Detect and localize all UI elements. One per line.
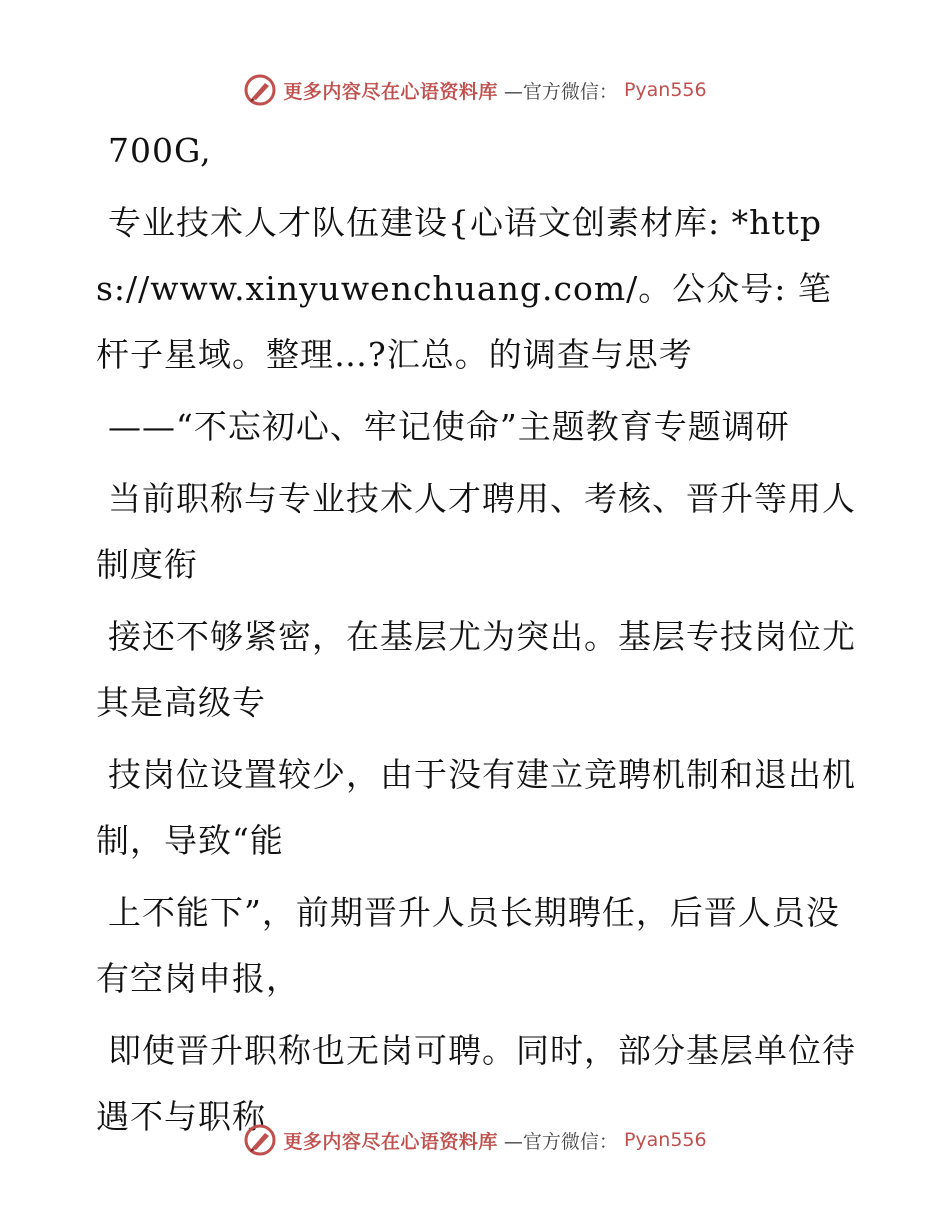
footer-watermark [0,1120,950,1160]
paragraph-8: 即使晋升职称也无岗可聘。同时，部分基层单位待遇不与职称 [96,1031,856,1136]
paragraph-6: 技岗位设置较少，由于没有建立竞聘机制和退出机制，导致“能 [96,755,856,860]
paragraph-1: 700G, [108,131,212,170]
watermark-wechat-id: Pyan556 [623,79,707,101]
paragraph-5: 接还不够紧密，在基层尤为突出。基层专技岗位尤其是高级专 [96,617,856,722]
watermark-text: 更多内容尽在心语资料库 [283,80,498,103]
watermark-separator: —官方微信： [503,1130,618,1153]
document-body [96,118,856,1156]
watermark-separator: —官方微信： [503,80,618,103]
paragraph-7: 上不能下”，前期晋升人员长期聘任，后晋人员没有空岗申报， [96,893,840,998]
pen-logo-icon [243,1123,277,1157]
watermark-text: 更多内容尽在心语资料库 [283,1130,498,1153]
paragraph-4: 当前职称与专业技术人才聘用、考核、晋升等用人制度衔 [96,479,856,584]
pen-logo-icon [243,73,277,107]
paragraph-3: ——“不忘初心、牢记使命”主题教育专题调研 [108,407,790,446]
watermark-wechat-id: Pyan556 [623,1129,707,1151]
paragraph-2: 专业技术人才队伍建设{心语文创素材库: *https://www.xinyuwenchuang.com/。公众号: 笔杆子星域。整理…?汇总。的调查与思考 [96,203,832,374]
header-watermark [0,70,950,110]
